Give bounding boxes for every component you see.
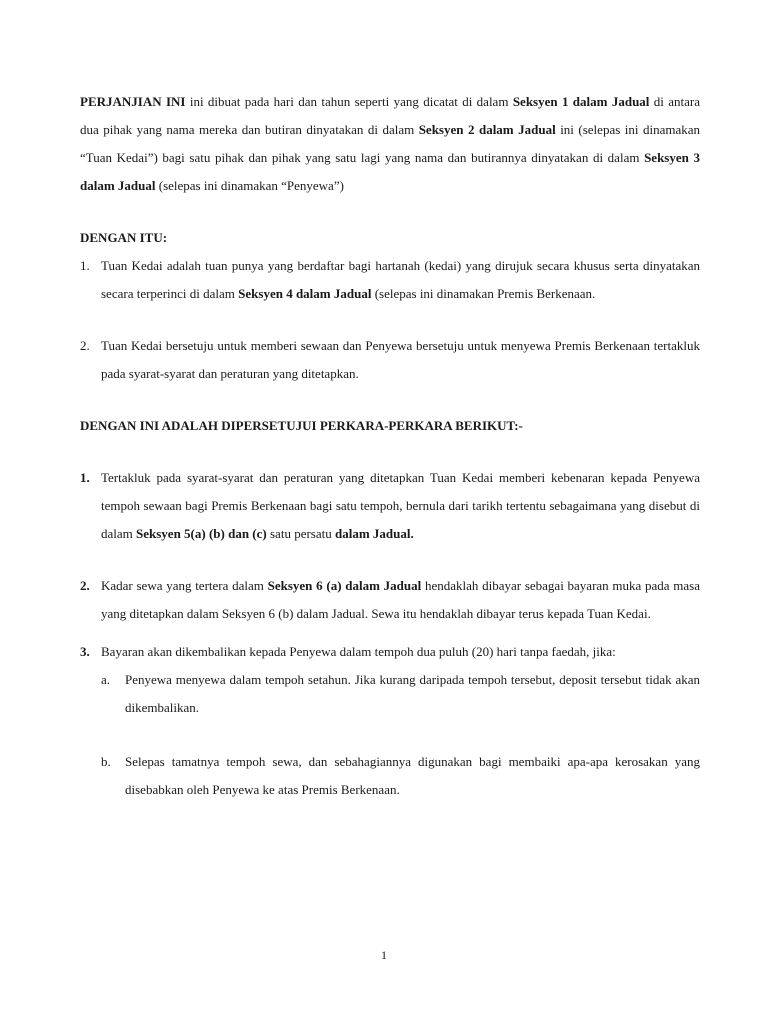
document-page <box>80 88 700 804</box>
clause-1-bold-2: dalam Jadual. <box>334 526 414 541</box>
clause-3-subitem-b <box>101 748 700 804</box>
clause-2-text-1: Kadar sewa yang tertera dalam <box>101 578 268 593</box>
heading-dipersetujui: DENGAN INI ADALAH DIPERSETUJUI PERKARA-PERKARA BERIKUT:- <box>80 418 523 433</box>
clause-item-2 <box>80 572 700 628</box>
clause-1-text-2: satu persatu <box>266 526 335 541</box>
clause-item-3 <box>80 638 700 804</box>
recital-2-text: Tuan Kedai bersetuju untuk memberi sewaan dan Penyewa bersetuju untuk menyewa Premis Berkenaan tertakluk pada syarat-syarat dan peraturan yang ditetapkan. <box>101 338 700 381</box>
subitem-letter: a. <box>101 672 111 687</box>
intro-text-4: (selepas ini dinamakan “Penyewa”) <box>155 178 344 193</box>
clause-number: 2. <box>80 578 90 593</box>
clause-2-text-2: hendaklah dibayar sebagai bayaran muka pada masa yang ditetapkan dalam Seksyen 6 (b) dalam Jadual. Sewa itu hendaklah dibayar terus kepada Tuan Kedai. <box>101 578 700 621</box>
intro-bold-2: Seksyen 2 dalam Jadual <box>418 122 556 137</box>
subitem-letter: b. <box>101 754 111 769</box>
intro-text-2: di antara dua pihak yang nama mereka dan butiran dinyatakan di dalam <box>80 94 700 137</box>
recital-1-text-1: Tuan Kedai adalah tuan punya yang berdaftar bagi hartanah (kedai) yang dirujuk secara khusus serta dinyatakan secara terperinci di dalam <box>101 258 700 301</box>
clause-number: 3. <box>80 644 90 659</box>
intro-lead: PERJANJIAN INI <box>80 94 186 109</box>
subitem-a-text: Penyewa menyewa dalam tempoh setahun. Jika kurang daripada tempoh tersebut, deposit tersebut tidak akan dikembalikan. <box>125 672 700 715</box>
intro-text-1: ini dibuat pada hari dan tahun seperti yang dicatat di dalam <box>185 94 513 109</box>
intro-text-3: ini (selepas ini dinamakan “Tuan Kedai”) bagi satu pihak dan pihak yang satu lagi yang nama dan butirannya dinyatakan di dalam <box>80 122 700 165</box>
intro-bold-1: Seksyen 1 dalam Jadual <box>512 94 650 109</box>
subitem-b-text: Selepas tamatnya tempoh sewa, dan sebahagiannya digunakan bagi membaiki apa-apa kerosakan yang disebabkan oleh Penyewa ke atas Premis Berkenaan. <box>125 754 700 797</box>
recital-number: 2. <box>80 338 90 353</box>
heading-dengan-itu: DENGAN ITU: <box>80 230 168 245</box>
recital-item-1 <box>80 252 700 308</box>
clause-number: 1. <box>80 470 90 485</box>
clause-1-bold-1: Seksyen 5(a) (b) dan (c) <box>136 526 267 541</box>
clause-2-bold: Seksyen 6 (a) dalam Jadual <box>267 578 422 593</box>
clause-1-text-1: Tertakluk pada syarat-syarat dan peraturan yang ditetapkan Tuan Kedai memberi kebenaran kepada Penyewa tempoh sewaan bagi Premis Berkenaan bagi satu tempoh, bernula dari tarikh tertentu sebagaimana yang disebut di dalam <box>101 470 700 541</box>
recital-1-text-2: (selepas ini dinamakan Premis Berkenaan. <box>371 286 596 301</box>
clause-3-subitem-a <box>101 666 700 722</box>
recital-item-2 <box>80 332 700 388</box>
recital-number: 1. <box>80 258 90 273</box>
clause-item-1 <box>80 464 700 548</box>
intro-paragraph <box>80 88 700 200</box>
recital-1-bold: Seksyen 4 dalam Jadual <box>238 286 372 301</box>
clause-3-text: Bayaran akan dikembalikan kepada Penyewa dalam tempoh dua puluh (20) hari tanpa faedah, jika: <box>101 644 616 659</box>
intro-bold-3: Seksyen 3 dalam Jadual <box>80 150 700 193</box>
page-number: 1 <box>381 948 387 962</box>
